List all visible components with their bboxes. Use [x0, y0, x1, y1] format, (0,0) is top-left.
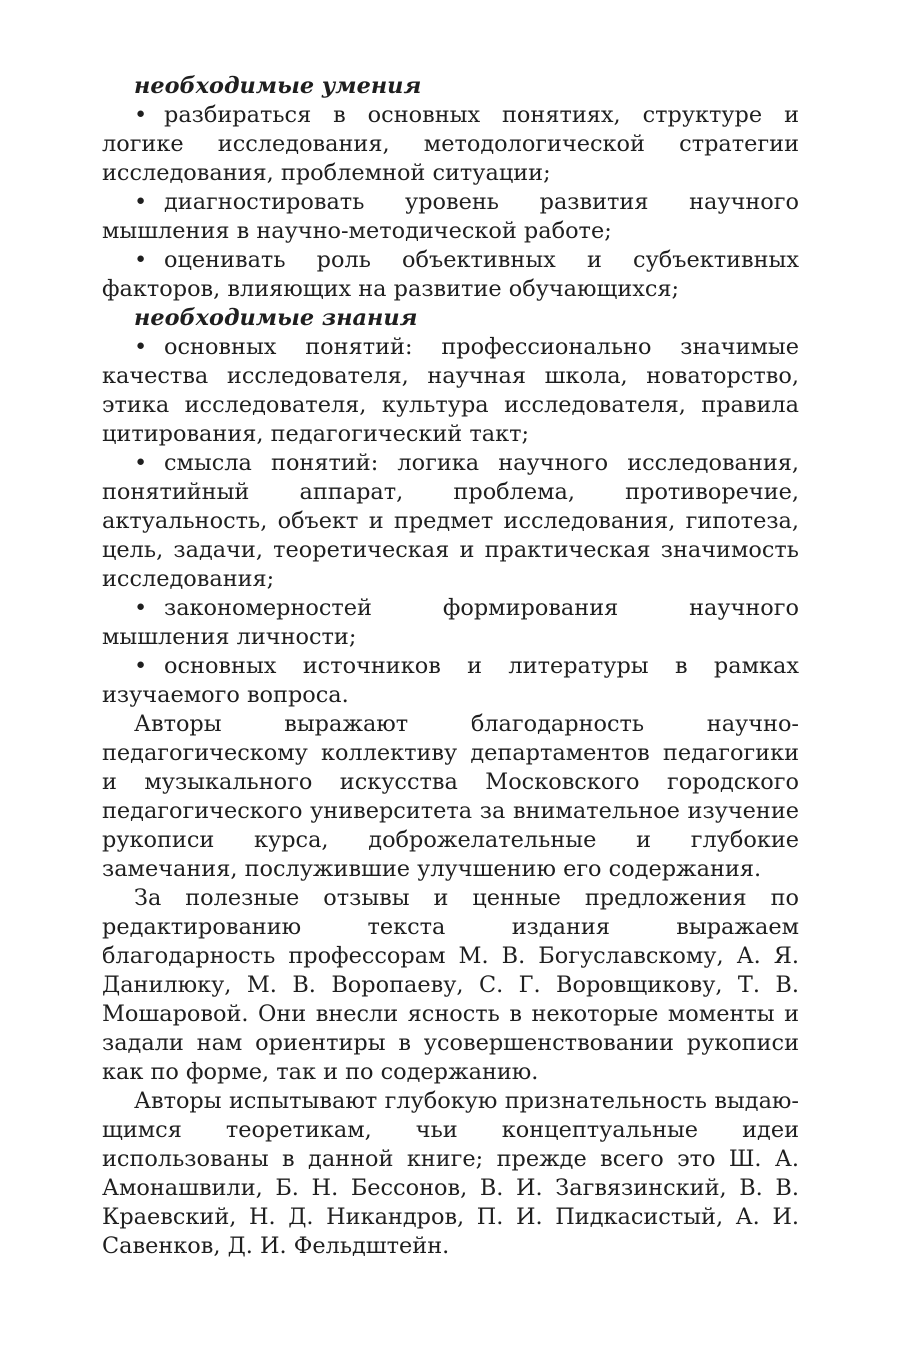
bullet-icon: •	[134, 595, 148, 621]
list-item-text: разбираться в основных понятиях, структуре и логике исследования, методологической стратегии исследования, проблемной ситуации;	[102, 102, 799, 186]
acknowledgement-paragraph: За полезные отзывы и ценные предложения по редактированию текста издания выражаем благодарность профессорам М. В. Богуславскому, А. Я. Данилюку, М. В. Воропаеву, С. Г. Воровщикову, Т. В. Мошаровой. Они внесли ясность в некоторые моменты и задали нам ориентиры в усовершенствовании рукописи как по форме, так и по содержанию.	[102, 885, 799, 1085]
document-page	[102, 72, 799, 1261]
bullet-icon: •	[134, 653, 148, 679]
bullet-icon: •	[134, 450, 148, 476]
bullet-icon: •	[134, 189, 148, 215]
list-item	[102, 449, 799, 594]
list-item	[102, 594, 799, 652]
acknowledgement-paragraph: Авторы выражают благодарность научно-педагогическому коллективу департаментов педагогики и музыкального искусства Московского городского педагогического университета за внимательное изучение рукописи курса, доброжелательные и глубокие замечания, послужившие улучшению его содержания.	[102, 711, 799, 882]
knowledge-heading: необходимые знания	[134, 305, 418, 331]
bullet-icon: •	[134, 102, 148, 128]
acknowledgement-paragraph: Авторы испытывают глубокую признательность выдающимся теоретикам, чьи концептуальные идеи использованы в данной книге; прежде всего это Ш. А. Амонашвили, Б. Н. Бессонов, В. И. Загвязинский, В. В. Краевский, Н. Д. Никандров, П. И. Пидкасистый, А. И. Савенков, Д. И. Фельдштейн.	[102, 1088, 799, 1259]
list-item	[102, 188, 799, 246]
list-item-text: диагностировать уровень развития научного мышления в научно-методической работе;	[102, 189, 799, 244]
bullet-icon: •	[134, 247, 148, 273]
list-item	[102, 246, 799, 304]
skills-heading: необходимые умения	[134, 73, 422, 99]
list-item-text: основных понятий: профессионально значимые качества исследователя, научная школа, новаторство, этика исследователя, культура исследователя, правила цитирования, педагогический такт;	[102, 334, 799, 447]
list-item-text: оценивать роль объективных и субъективных факторов, влияющих на развитие обучающихся;	[102, 247, 799, 302]
list-item	[102, 101, 799, 188]
list-item-text: основных источников и литературы в рамках изучаемого вопроса.	[102, 653, 799, 708]
list-item-text: смысла понятий: логика научного исследования, понятийный аппарат, проблема, противоречие, актуальность, объект и предмет исследования, гипотеза, цель, задачи, теоретическая и практическая значимость исследования;	[102, 450, 799, 592]
bullet-icon: •	[134, 334, 148, 360]
list-item	[102, 333, 799, 449]
list-item	[102, 652, 799, 710]
list-item-text: закономерностей формирования научного мышления личности;	[102, 595, 799, 650]
